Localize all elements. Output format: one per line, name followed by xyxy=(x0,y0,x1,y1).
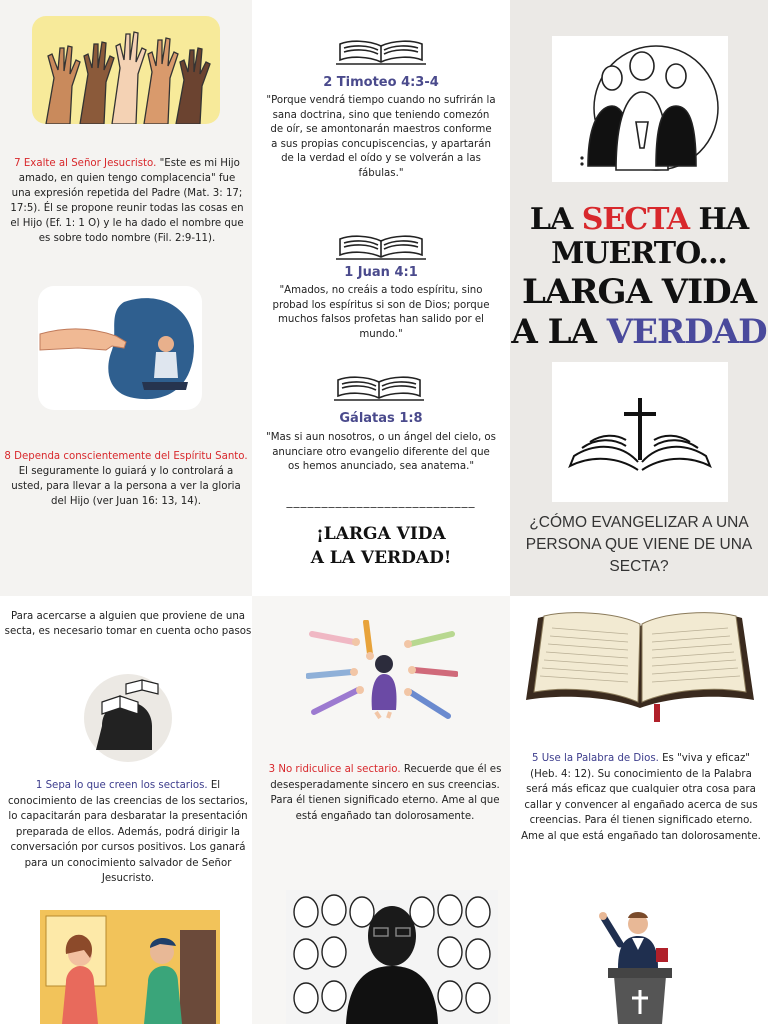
title-la: LA xyxy=(529,202,582,237)
main-title-line-4 xyxy=(510,311,768,353)
step-3-text xyxy=(268,762,502,824)
verse-text-3: "Mas si aun nosotros, o un ángel del cielo, os anunciare otro evangelio diferente del que os hemos anunciado, sea anatema." xyxy=(266,432,496,472)
step-8-text xyxy=(4,449,248,509)
open-book-icon xyxy=(336,233,426,261)
main-title-line-1 xyxy=(510,202,768,238)
raised-hands-illustration xyxy=(32,16,220,124)
title-ala: A LA xyxy=(511,312,607,352)
step-5-heading: 5 Use la Palabra de Dios. xyxy=(532,753,659,764)
verse-ref-1: 2 Timoteo 4:3-4 xyxy=(323,75,439,90)
open-book-icon xyxy=(334,374,424,402)
step-7-text xyxy=(8,156,246,246)
step-5-body: Es "viva y eficaz" (Heb. 4: 12). Su conocimiento de la Palabra será más eficaz que cualquier otra cosa para callar y convencer al engañado acerca de sus creencias. Para él tienen significado eterno. Ame al que está engañado tan dolorosamente. xyxy=(521,753,761,842)
main-title-line-3: LARGA VIDA xyxy=(522,272,756,312)
helping-hand-illustration xyxy=(38,286,202,410)
open-book-icon xyxy=(336,38,426,66)
slogan-line-2: A LA VERDAD! xyxy=(310,548,452,568)
praying-group-illustration xyxy=(552,36,728,182)
step-1-text xyxy=(4,778,252,887)
verse-ref-2: 1 Juan 4:1 xyxy=(344,265,418,280)
step-1-heading: 1 Sepa lo que creen los sectarios. xyxy=(35,780,208,791)
verse-text-2: "Amados, no creáis a todo espíritu, sino probad los espíritus si son de Dios; porque muchos falsos profetas han salido por el mundo." xyxy=(272,285,490,340)
open-bible-illustration xyxy=(524,604,756,722)
cross-book-icon xyxy=(552,362,728,502)
arguing-couple-illustration xyxy=(40,910,220,1024)
title-verdad: VERDAD xyxy=(606,312,767,352)
title-secta: SECTA xyxy=(581,202,690,237)
slogan-line-1: ¡LARGA VIDA xyxy=(316,524,446,544)
step-3-body: Recuerde que él es desesperadamente sincero en sus creencias. Para él tienen significado eterno. Ame al que está engañado tan dolorosamente. xyxy=(270,764,502,822)
pointing-fingers-illustration xyxy=(306,620,458,720)
step-5-text xyxy=(518,751,764,844)
preacher-illustration xyxy=(586,904,698,1024)
step-3-heading: 3 No ridiculice al sectario. xyxy=(268,764,401,775)
head-books-illustration xyxy=(80,670,176,766)
step-7-body: "Este es mi Hijo amado, en quien tengo complacencia" fue una expresión repetida del Padre (Mat. 3: 17; 17:5). Él se propone reunir todas las cosas en el Hijo (Ef. 1: 1 O) y le ha dado el nombre que es sobre todo nombre (Fil. 2:9-11). xyxy=(10,158,244,244)
crowd-faces-illustration xyxy=(286,890,498,1024)
main-question: ¿CÓMO EVANGELIZAR A UNA PERSONA QUE VIENE DE UNA SECTA? xyxy=(525,514,753,575)
verse-ref-3: Gálatas 1:8 xyxy=(339,411,423,426)
step-8-heading: 8 Dependa conscientemente del Espíritu Santo. xyxy=(4,451,248,462)
step-1-body: El conocimiento de las creencias de los sectarios, lo capacitarán para desbaratar la presentación preparada de ellos. Además, podrá dirigir la conversación por cursos positivos. Los ganará para un conocimiento salvador de Señor Jesucristo. xyxy=(7,780,249,884)
step-7-heading: 7 Exalte al Señor Jesucristo. xyxy=(14,158,157,169)
title-ha: HA xyxy=(689,202,749,237)
main-title-line-2: MUERTO... xyxy=(551,236,727,271)
dashed-divider: ___________________________ xyxy=(286,494,476,508)
verse-text-1: "Porque vendrá tiempo cuando no sufrirán la sana doctrina, sino que teniendo comezón de oír, se amontonarán maestros conforme a sus propias concupiscencias, y apartarán de la verdad el oído y se volverán a las fábulas." xyxy=(266,95,496,179)
intro-text: Para acercarse a alguien que proviene de una secta, es necesario tomar en cuenta ocho pasos xyxy=(4,611,252,637)
step-8-body: El seguramente lo guiará y lo controlará a usted, para llevar a la persona a ver la gloria del Hijo (ver Juan 16: 13, 14). xyxy=(11,466,241,507)
